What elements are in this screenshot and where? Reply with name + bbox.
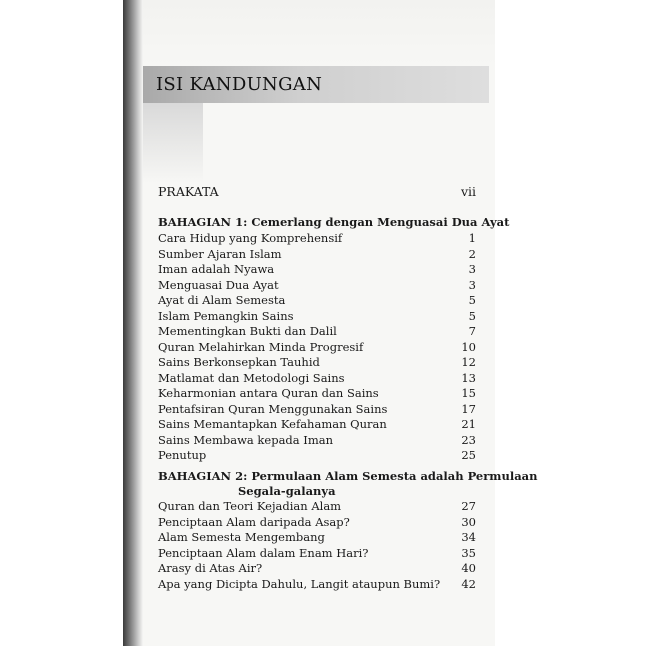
toc-entry-page: 12 [461, 355, 476, 369]
toc-entry [158, 292, 476, 308]
toc-entry [158, 529, 476, 545]
toc-entry-page: 42 [461, 576, 476, 591]
toc-entry-page: 3 [468, 277, 476, 292]
toc-entry-page: 40 [461, 561, 476, 575]
toc-entry [158, 432, 476, 448]
toc-entry [158, 385, 476, 401]
binding-gutter [123, 0, 143, 646]
toc-entry [158, 498, 476, 514]
toc-entry-page: 30 [461, 514, 476, 529]
toc-entry-page: 15 [461, 386, 476, 400]
toc-entry [158, 308, 476, 324]
toc-entry-title: Sains Membawa kepada Iman [158, 432, 334, 447]
toc-entry-page: 5 [468, 293, 476, 307]
toc-entry-title: Islam Pemangkin Sains [158, 308, 294, 323]
toc-entry-title: Iman adalah Nyawa [158, 262, 275, 276]
toc-entry-title: Penciptaan Alam dalam Enam Hari? [158, 545, 369, 560]
toc-entry-title: Ayat di Alam Semesta [158, 293, 286, 307]
toc-entry-title: Penciptaan Alam daripada Asap? [158, 514, 350, 529]
toc-entry-title: Quran dan Teori Kejadian Alam [158, 499, 342, 513]
toc-entry-page: 21 [461, 417, 476, 431]
toc-entry [158, 401, 476, 417]
toc-entry-page: 5 [468, 308, 476, 323]
toc-entry-page: 13 [461, 370, 476, 385]
toc-entry [158, 246, 476, 262]
toc-entry-page: 10 [461, 339, 476, 354]
toc-entry-page: 2 [468, 246, 476, 261]
toc-entry-title: Mementingkan Bukti dan Dalil [158, 324, 337, 338]
toc-entry [158, 576, 476, 592]
toc-entry [158, 261, 476, 277]
part-title: BAHAGIAN 1: Cemerlang dengan Menguasai Dua Ayat [158, 215, 510, 229]
toc-entry-title: Alam Semesta Mengembang [158, 530, 325, 544]
toc-entry-page: 1 [468, 231, 476, 245]
page-title: ISI KANDUNGAN [156, 74, 323, 95]
toc-entry [158, 323, 476, 339]
toc-entry [158, 560, 476, 576]
toc-entry-page: vii [460, 184, 476, 199]
toc-entry-page: 23 [461, 432, 476, 447]
toc-entry [158, 354, 476, 370]
toc-entry [158, 277, 476, 293]
toc-entry [158, 370, 476, 386]
toc-entry-title: Penutup [158, 448, 207, 462]
toc-entry [158, 514, 476, 530]
toc-entry-title: Sumber Ajaran Islam [158, 246, 282, 261]
toc-entry-page: 7 [468, 324, 476, 338]
toc-entry-title: Cara Hidup yang Komprehensif [158, 231, 343, 245]
toc-entry-title: Sains Berkonsepkan Tauhid [158, 355, 320, 369]
toc-entry-page: 35 [461, 545, 476, 560]
toc-entry [158, 230, 476, 246]
toc-entry [158, 416, 476, 432]
toc-entry-title: Matlamat dan Metodologi Sains [158, 370, 345, 385]
toc-entry-title: Sains Memantapkan Kefahaman Quran [158, 417, 387, 431]
toc-entry-page: 17 [461, 401, 476, 416]
toc-entry-page: 34 [461, 530, 476, 544]
toc-entry-page: 27 [461, 499, 476, 513]
part2-heading [158, 468, 538, 484]
part2-heading-line2: Segala-galanya [238, 484, 336, 498]
toc-entry-title: Keharmonian antara Quran dan Sains [158, 386, 379, 400]
toc-entry-page: 25 [461, 448, 476, 462]
toc-entry-title: Arasy di Atas Air? [158, 561, 263, 575]
part-title: BAHAGIAN 2: Permulaan Alam Semesta adalah Permulaan [158, 469, 538, 483]
part1-heading [158, 214, 510, 230]
toc-entry [158, 447, 476, 463]
toc-entry-title: Menguasai Dua Ayat [158, 277, 279, 292]
heading-shadow [143, 103, 203, 183]
toc-entry [158, 339, 476, 355]
page-top-shade [123, 0, 495, 66]
toc-entry-page: 3 [468, 262, 476, 276]
toc-entry-title: Apa yang Dicipta Dahulu, Langit ataupun Bumi? [158, 576, 441, 591]
toc-entry-title: PRAKATA [158, 184, 219, 199]
toc-entry [158, 545, 476, 561]
toc-entry-title: Quran Melahirkan Minda Progresif [158, 339, 364, 354]
toc-prakata [158, 184, 476, 200]
toc-entry-title: Pentafsiran Quran Menggunakan Sains [158, 401, 388, 416]
